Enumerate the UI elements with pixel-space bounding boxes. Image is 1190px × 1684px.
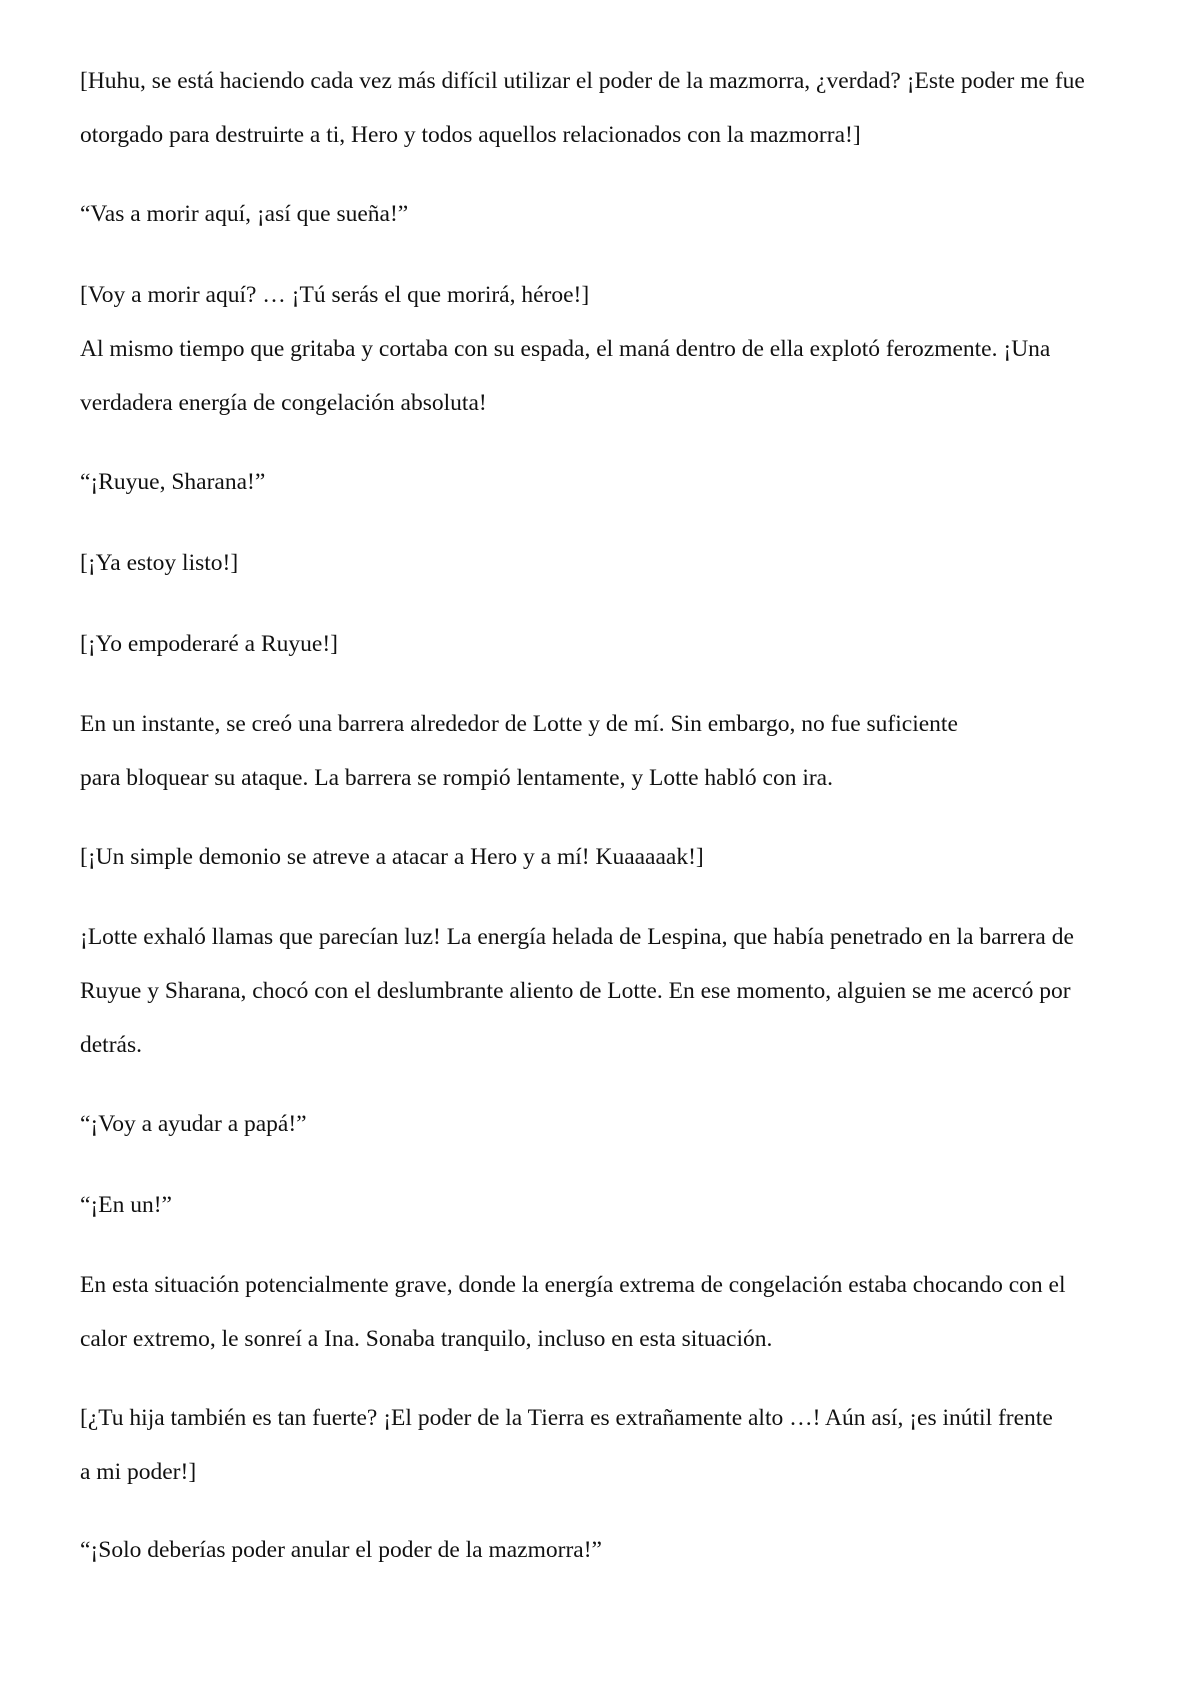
- text-line: En esta situación potencialmente grave, donde la energía extrema de congelación estaba chocando con el: [80, 1272, 1066, 1298]
- dialogue-paragraph: [80, 268, 1110, 322]
- paragraph: [80, 1258, 1110, 1366]
- dialogue-paragraph: [80, 187, 1110, 241]
- text-line: “Vas a morir aquí, ¡así que sueña!”: [80, 201, 409, 227]
- paragraph: [80, 697, 1110, 805]
- paragraph: [80, 322, 1110, 430]
- paragraph: [80, 910, 1110, 1072]
- text-line: [¿Tu hija también es tan fuerte? ¡El poder de la Tierra es extrañamente alto …! Aún así, ¡es inútil frente: [80, 1405, 1053, 1431]
- dialogue-paragraph: [80, 1523, 1110, 1577]
- text-line: “¡Solo deberías poder anular el poder de la mazmorra!”: [80, 1537, 602, 1563]
- dialogue-paragraph: [80, 455, 1110, 509]
- text-line: otorgado para destruirte a ti, Hero y todos aquellos relacionados con la mazmorra!]: [80, 122, 861, 148]
- dialogue-paragraph: [80, 1178, 1110, 1232]
- text-line: Ruyue y Sharana, chocó con el deslumbrante aliento de Lotte. En ese momento, alguien se me acercó por: [80, 978, 1071, 1004]
- text-line: a mi poder!]: [80, 1459, 197, 1485]
- text-line: En un instante, se creó una barrera alrededor de Lotte y de mí. Sin embargo, no fue suficiente: [80, 711, 958, 737]
- text-line: “¡Ruyue, Sharana!”: [80, 469, 266, 495]
- text-line: ¡Lotte exhaló llamas que parecían luz! La energía helada de Lespina, que había penetrado en la barrera de: [80, 924, 1074, 950]
- dialogue-paragraph: [80, 1391, 1110, 1499]
- dialogue-paragraph: [80, 1097, 1110, 1151]
- text-line: calor extremo, le sonreí a Ina. Sonaba tranquilo, incluso en esta situación.: [80, 1326, 773, 1352]
- dialogue-paragraph: [80, 830, 1110, 884]
- text-line: [Huhu, se está haciendo cada vez más difícil utilizar el poder de la mazmorra, ¿verdad? ¡Este poder me fue: [80, 68, 1085, 94]
- dialogue-paragraph: [80, 536, 1110, 590]
- text-line: para bloquear su ataque. La barrera se rompió lentamente, y Lotte habló con ira.: [80, 765, 833, 791]
- text-line: Al mismo tiempo que gritaba y cortaba con su espada, el maná dentro de ella explotó ferozmente. ¡Una: [80, 336, 1051, 362]
- dialogue-paragraph: [80, 617, 1110, 671]
- text-line: [Voy a morir aquí? … ¡Tú serás el que morirá, héroe!]: [80, 282, 590, 308]
- text-line: [¡Yo empoderaré a Ruyue!]: [80, 631, 338, 657]
- text-line: [¡Ya estoy listo!]: [80, 550, 239, 576]
- text-line: “¡Voy a ayudar a papá!”: [80, 1111, 307, 1137]
- text-line: detrás.: [80, 1032, 142, 1058]
- paragraph: [80, 54, 1110, 162]
- text-line: [¡Un simple demonio se atreve a atacar a Hero y a mí! Kuaaaaak!]: [80, 844, 704, 870]
- text-line: “¡En un!”: [80, 1192, 172, 1218]
- text-line: verdadera energía de congelación absoluta!: [80, 390, 487, 416]
